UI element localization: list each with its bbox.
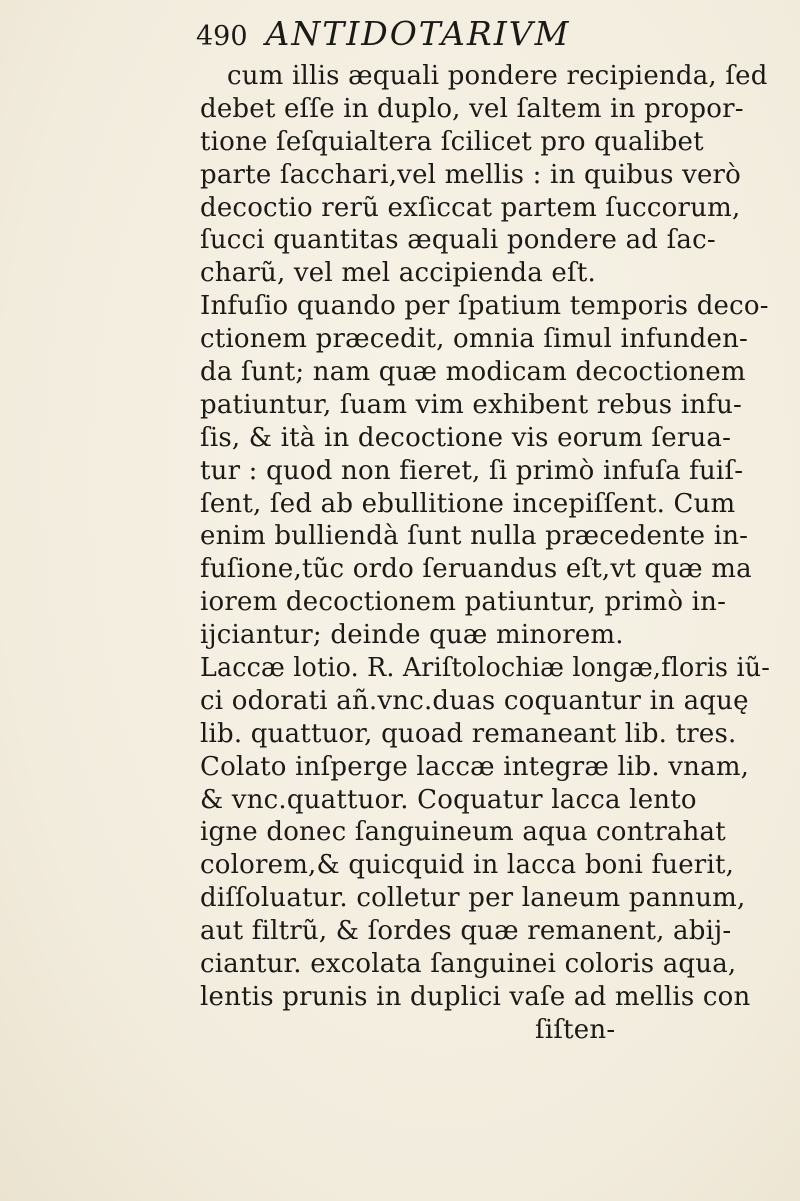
text-line: iorem decoctionem patiuntur, primò in- (200, 587, 727, 618)
text-line: ſent, ſed ab ebullitione incepiſſent. Cum (200, 488, 736, 519)
text-line: & vnc.quattuor. Coquatur lacca lento (200, 784, 697, 815)
text-line: igne donec ſanguineum aqua contrahat (200, 817, 726, 848)
text-line: tione ſeſquialtera ſcilicet pro qualibet (200, 126, 704, 157)
text-line: enim bulliendà ſunt nulla præcedente in- (200, 521, 749, 552)
text-line: ſis, & ità in decoctione vis eorum ſerua- (200, 422, 732, 453)
text-line: da ſunt; nam quæ modicam decoctionem (200, 357, 746, 388)
text-line: decoctio rerũ exſiccat partem ſuccorum, (200, 192, 741, 223)
text-line: parte ſacchari,vel mellis : in quibus verò (200, 159, 742, 190)
text-line: Infuſio quando per ſpatium temporis deco- (200, 291, 769, 322)
body-text (200, 60, 770, 1047)
text-line: diſſoluatur. colletur per laneum pannum, (200, 883, 746, 914)
text-line: cum illis æquali pondere recipienda, ſed (227, 61, 768, 91)
text-line: fuſione,tũc ordo ſeruandus eſt,vt quæ ma (200, 554, 752, 585)
page-number: 490 (196, 21, 248, 52)
text-line: Colato inſperge laccæ integræ lib. vnam, (200, 751, 750, 782)
text-line: lentis prunis in duplici vaſe ad mellis con (200, 981, 751, 1012)
text-line: Laccæ lotio. R. Ariſtolochiæ longæ,floris iũ- (200, 653, 770, 684)
text-line: ijciantur; deinde quæ minorem. (200, 620, 624, 651)
text-line: tur : quod non fieret, ſi primò infuſa fuiſ- (200, 455, 744, 486)
text-line: lib. quattuor, quoad remaneant lib. tres. (200, 718, 737, 749)
text-line: ciantur. excolata ſanguinei coloris aqua, (200, 949, 737, 980)
catchword: ſiſten- (535, 1014, 616, 1045)
text-line: debet eſſe in duplo, vel ſaltem in propor- (200, 93, 744, 124)
text-line: patiuntur, ſuam vim exhibent rebus infu- (200, 389, 743, 420)
text-line: charũ, vel mel accipienda eſt. (200, 258, 596, 289)
text-line: ctionem præcedit, omnia ſimul infunden- (200, 324, 749, 355)
page-header (196, 14, 570, 53)
text-line: ſucci quantitas æquali pondere ad ſac- (200, 225, 716, 256)
running-head: ANTIDOTARIVM (265, 14, 571, 53)
text-line: aut filtrũ, & ſordes quæ remanent, abij- (200, 916, 732, 947)
text-line: colorem,& quicquid in lacca boni fuerit, (200, 850, 735, 881)
text-line: ci odorati añ.vnc.duas coquantur in aquę (200, 685, 749, 716)
